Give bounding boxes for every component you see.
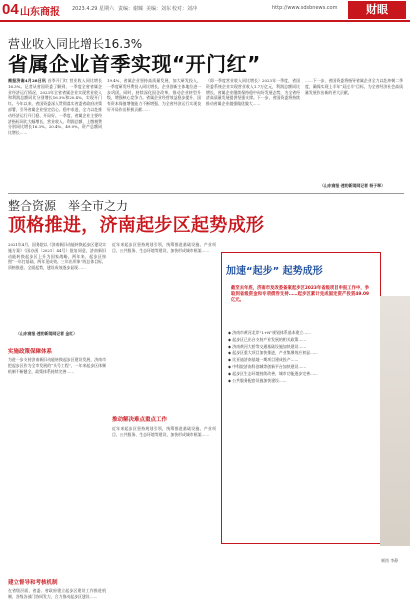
article1-headline: 省属企业首季实现“开门红” [8, 52, 261, 76]
article1-col1-text: 首季开门红 营业收入同比增长16.3%。记者从省国资委了解到，一季度全省省属企业经济运行情况，2023年全省省属企业实现营业收入和利润总额同比分别增长16.3%和20.4%，实现开门红。今年以来，省国资委深入贯彻落实省委省政府决策部署，引导省属企业坚定信心、稳中求进，全力以赴推动经济运行开门稳、开局好。一季度，省属企业主要经济指标同比大幅增长，营业收入、利润总额、上缴税费分别同比增长16.3%、20.4%、49.0%，资产总额同比增长…… [8, 78, 102, 136]
newspaper-name: 山东商报 [20, 7, 60, 18]
section3-text: 在省级层面，省委、省政府建立起步区建设工作推进机制，各级各部门协同发力，合力推动起步区建设…… [8, 588, 106, 599]
infobox-items [228, 330, 376, 535]
proofreader: 校对：刘冲 [172, 6, 198, 12]
article1-col1 [8, 78, 102, 190]
side-illustration [380, 296, 410, 546]
infobox-summary: 截至去年底，济南市发改委备案起步区2023年省级项目申报工作中，争取到省级资金和专项债券支持……起步区累计完成固定资产投资49.09亿元。 [231, 286, 369, 303]
article1-byline: 商报济南4月28日讯 [8, 78, 47, 83]
section1-text: 为进一步支持济南新旧动能转换起步区建设发展，济南市把起步区作为全市发展的“头号工程”，一年来起步区体制机制不断健全，政策体系持续完善…… [8, 357, 106, 374]
article1-col2: 19.4%，省属企业坚持高质量发展，加大研发投入，一季度研发经费投入同比增长，企业创新主体地位进一步巩固。同时，持续深化国企改革，推动企业转型升级，增强核心竞争力。省属企业经营效益稳步提升，国有资本保值增值能力不断增强，为全省经济运行实现良好开局作出积极贡献…… [107, 78, 201, 112]
infobox-title: 加速“起步” 起势成形 [226, 266, 323, 277]
issue-date: 2023.4.29 星期六 [72, 6, 115, 12]
article2-headline: 顶格推进，济南起步区起势成形 [8, 215, 265, 236]
infobox-item: ◆ 济南市黄河北岸“1+N”规划体系基本建立…… [228, 330, 312, 335]
article2-kicker: 整合资源 举全市之力 [8, 199, 129, 213]
infobox-item: ◆ 公共服务配套设施加快建设…… [228, 377, 287, 383]
article2-col2-bottom: 近年来起步区坚持规划引领，统筹推进基础设施、产业项目、公共服务、生态环境等建设，加快形成城市框架…… [112, 426, 216, 437]
article1-col3: （即一季度营业收入同比增长）2023年一季度，省国资委系统企业实现营业收入1.7万亿元，利润总额同比增长，省属企业继续保持稳中向好发展态势，为全省经济高质量发展提供坚强支撑。下一步，省国资委将持续推动省属企业做强做优做大…… [206, 78, 300, 107]
section-brand: 财眼 [348, 1, 406, 19]
article2-reporter: （山东商报·速豹新闻网记者 金红） [16, 331, 78, 336]
divider [8, 193, 404, 194]
article1-reporter: （山东商报·速豹新闻网记者 杨子翠） [320, 183, 385, 188]
article1-col4: ……下一步，省国资委将指导省属企业全力以赴冲刺二季度，确保实现上半年“双过半”目标，为全省经济社会高质量发展作出新的更大贡献。 [305, 78, 403, 95]
section3-title: 建立督导和考核机制 [8, 580, 58, 586]
article2-intro: 2021年4月，国务院以《济南新旧动能转换起步区建设实施方案》（国办函〔2021〕44号）批复同意，济南新旧动能转换起步区上升为国家战略。两年来，起步区按照“一年打基础、两年见成效、三年出形象”的总体目标，顶格推进、全面起势，建设成效逐步显现…… [8, 242, 106, 271]
infobox-item: ◆ 济南黄河大桥等交通基础设施加快建设…… [228, 343, 307, 349]
page-number: 04 [2, 1, 19, 18]
infobox-item: ◆ 起步区重大项目加快推进，产业集聚效应初显…… [228, 350, 318, 356]
infobox-item: ◆ 起步区已出台支持产业发展的相关政策…… [228, 336, 307, 342]
section1-title: 实施政策保障体系 [8, 349, 53, 355]
section2-title: 推动解决难点重点工作 [112, 417, 168, 423]
article2-col2-top: 近年来起步区坚持规划引领，统筹推进基础设施、产业项目、公共服务、生态环境等建设，加快形成城市框架…… [112, 242, 216, 253]
editor: 责编：谢臻 [118, 6, 144, 12]
designer: 美编：刘东 [146, 6, 172, 12]
image-credit: 制图 李静 [381, 558, 399, 563]
website-url[interactable]: http://www.sdsbnews.com [272, 5, 338, 11]
article1-kicker: 营业收入同比增长16.3% [8, 37, 143, 51]
infobox-item: ◆ 中科院济南科创城等创新平台加快建设…… [228, 363, 307, 369]
infobox-item: ◆ 起步区生态环境持续改善，城市功能逐步完善…… [228, 370, 318, 376]
infobox-item: ◆ 比亚迪济南基地一期项目建成投产…… [228, 357, 299, 363]
